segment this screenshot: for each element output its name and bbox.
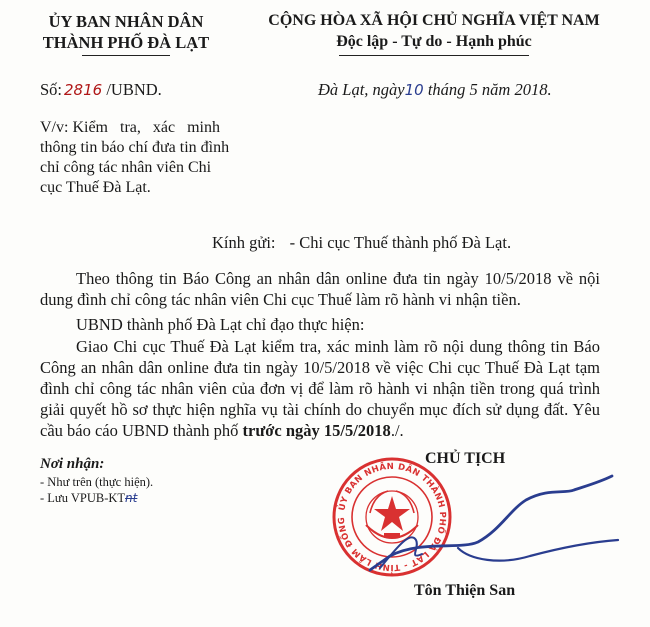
document-number-handwritten: 2816 [64, 81, 103, 99]
body-paragraph-3 [40, 336, 600, 441]
issue-date [318, 80, 552, 100]
recipient-line [212, 233, 511, 253]
body-paragraph-1: Theo thông tin Báo Công an nhân dân online đưa tin ngày 10/5/2018 về nội dung đình chỉ công tác nhân viên Chi cục Thuế làm rõ hành vi nhận tiền. [40, 269, 600, 309]
document-number [40, 80, 162, 100]
issue-date-suffix: tháng 5 năm 2018. [423, 80, 552, 99]
subject-line-3: chỉ công tác nhân viên Chi [40, 159, 212, 176]
receivers-item-2-text: - Lưu VPUB-KT [40, 491, 126, 505]
handwritten-signature [350, 470, 630, 580]
body-paragraph-3-main: Giao Chi cục Thuế Đà Lạt kiểm tra, xác minh làm rõ nội dung thông tin Báo Công an nhân dân online đưa tin ngày 10/5/2018 về việc Chi cục Thuế Đà Lạt tạm đình chỉ công tác nhân viên của đơn vị để làm rõ hành vi nhận tiền trong quá trình giải quyết hồ sơ thực hiện nghĩa vụ tài chính do chuyển mục đích sử dụng đất. Yêu cầu báo cáo UBND thành phố [40, 337, 600, 440]
national-title: CỘNG HÒA XÃ HỘI CHỦ NGHĨA VIỆT NAM [268, 12, 600, 29]
agency-name-line2: THÀNH PHỐ ĐÀ LẠT [42, 33, 210, 52]
subject-line-4: cục Thuế Đà Lạt. [40, 179, 151, 196]
subject-block [40, 118, 229, 198]
motto-underline [339, 55, 529, 56]
recipient-value: - Chi cục Thuế thành phố Đà Lạt. [289, 233, 512, 252]
body-paragraph-3-end: ./. [390, 421, 404, 440]
receivers-item-2-handwritten: nt [125, 491, 138, 505]
subject-line-2: thông tin báo chí đưa tin đình [40, 139, 230, 156]
body-paragraph-2: UBND thành phố Đà Lạt chỉ đạo thực hiện: [76, 315, 365, 334]
receivers-item-2 [40, 491, 137, 506]
recipient-label: Kính gửi: [212, 233, 276, 252]
seal-ring-text: ỦY BAN NHÂN DÂN THÀNH PHỐ ĐÀ LẠT - TỈNH LÂM ĐỒNG [336, 461, 448, 573]
agency-underline [82, 55, 170, 56]
national-motto: Độc lập - Tự do - Hạnh phúc [336, 33, 532, 50]
signer-name: Tôn Thiện San [414, 582, 516, 599]
receivers-title: Nơi nhận: [40, 456, 105, 472]
deadline-text: trước ngày 15/5/2018 [242, 421, 391, 440]
agency-name-line1: ỦY BAN NHÂN DÂN [48, 12, 204, 31]
issue-date-day-handwritten: 10 [404, 81, 424, 99]
subject-line-1: V/v: Kiểm tra, xác minh [40, 119, 220, 136]
signature-title: CHỦ TỊCH [425, 450, 506, 467]
document-number-prefix: Số: [40, 80, 63, 99]
issue-date-prefix: Đà Lạt, ngày [318, 80, 405, 99]
document-number-suffix: /UBND. [102, 80, 162, 99]
receivers-item-1: - Như trên (thực hiện). [40, 475, 154, 489]
